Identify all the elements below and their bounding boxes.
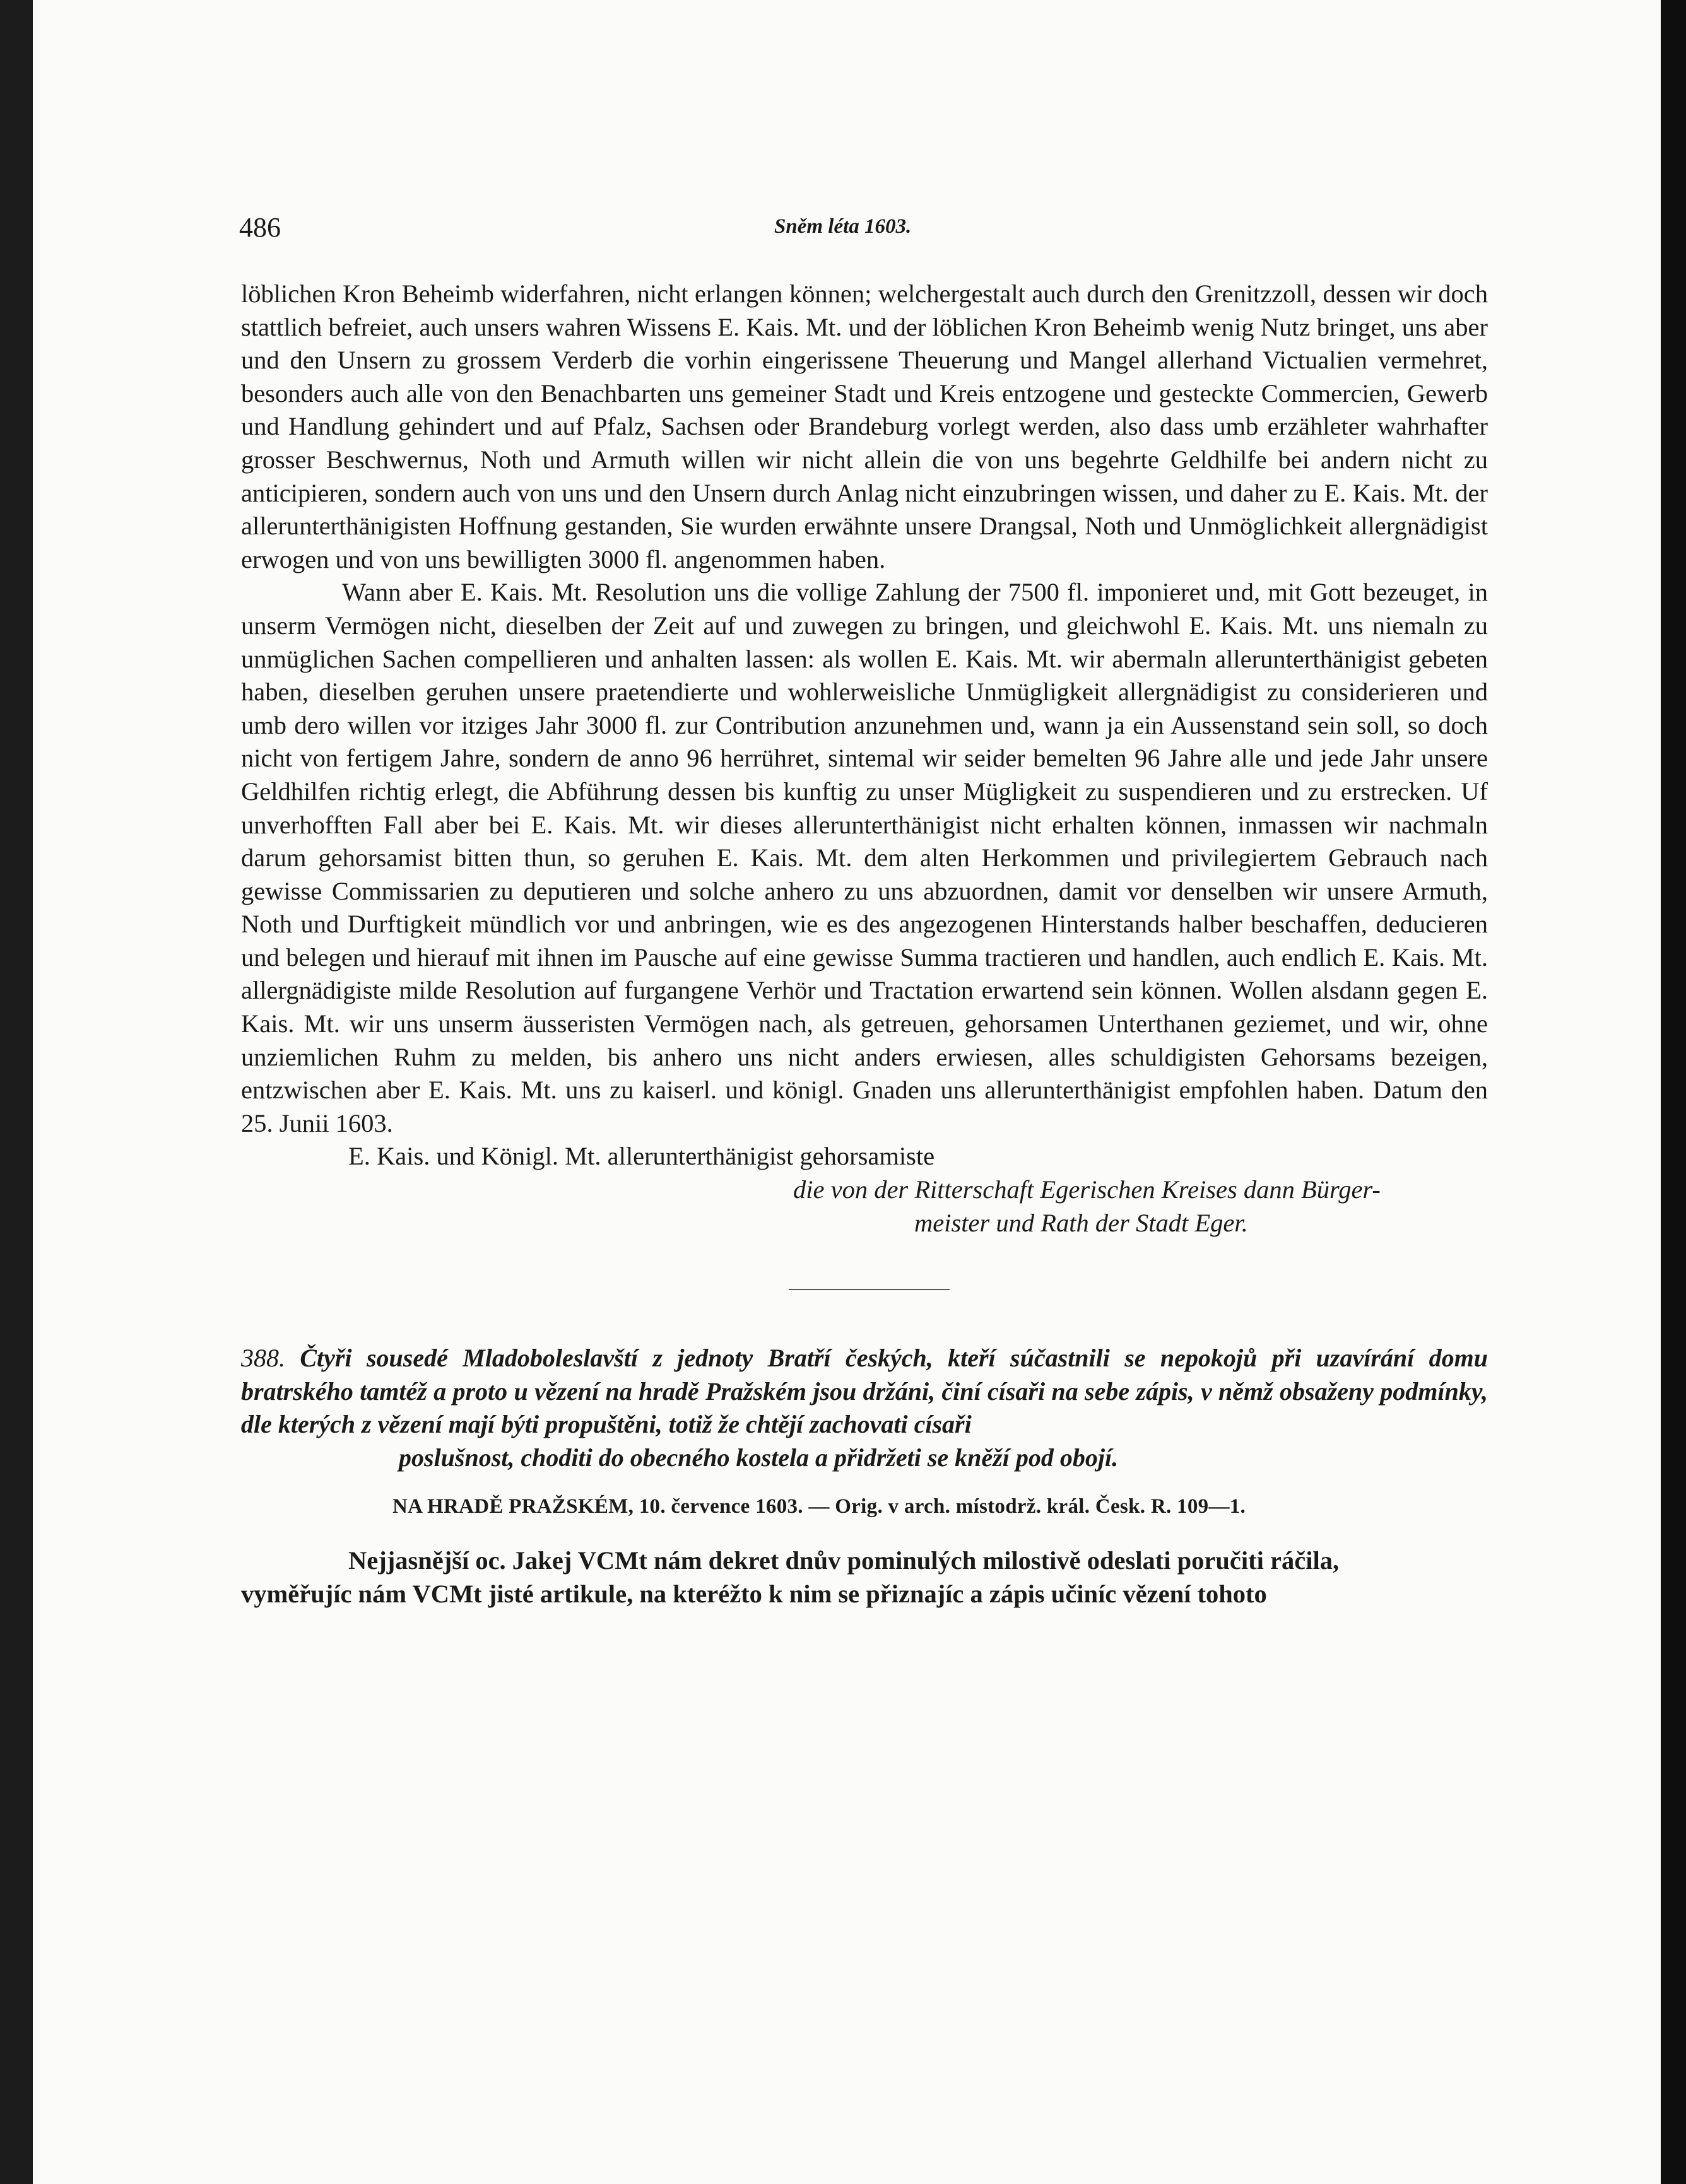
regest-last-line: poslušnost, choditi do obecného kostela a přidržeti se kněží pod obojí.: [399, 1443, 1119, 1472]
page: [33, 0, 1661, 2184]
page-number: 486: [239, 212, 281, 243]
letter-line-1: Nejjasnější oc. Jakej VCMt nám dekret dnův pominulých milostivě odeslati poručiti ráčila,: [348, 1546, 1340, 1575]
document-regest: [241, 1342, 1488, 1474]
closing-formula: E. Kais. und Königl. Mt. allerunterthänigist gehorsamiste: [348, 1142, 935, 1171]
signature-line-1: die von der Ritterschaft Egerischen Kreises dann Bürger-: [793, 1175, 1381, 1204]
letter-text: [241, 1544, 1488, 1611]
page-body: [241, 278, 1488, 1611]
source-line: NA HRADĚ PRAŽSKÉM, 10. července 1603. — Orig. v arch. místodrž. král. Česk. R. 109—1.: [392, 1494, 1246, 1518]
regest-text: Čtyři sousedé Mladoboleslavští z jednoty Bratří českých, kteří súčastnili se nepokojů při uzavírání domu bratrského tamtéž a proto u vězení na hradě Pražském jsou držáni, činí císaři na sebe zápis, v němž obsaženy podmínky, dle kterých z vězení mají býti propuštěni, totiž že chtějí zachovati císaři: [241, 1344, 1488, 1439]
signature-line-2: meister und Rath der Stadt Eger.: [914, 1208, 1248, 1237]
letter-line-2: vyměřujíc nám VCMt jisté artikule, na kteréžto k nim se přiznajíc a zápis učiníc vězení tohoto: [241, 1579, 1267, 1608]
main-paragraph: löblichen Kron Beheimb widerfahren, nicht erlangen können; welchergestalt auch durch den Grenitzzoll, dessen wir doch stattlich befreiet, auch unsers wahren Wissens E. Kais. Mt. und der löblichen Kron Beheimb wenig Nutz bringet, uns aber und den Unsern zu grossem Verderb die vorhin eingerissene Theuerung und Mangel allerhand Victualien vermehret, besonders auch alle von den Benachbarten uns gemeiner Stadt und Kreis entzogene und gesteckte Commercien, Gewerb und Handlung gehindert und auf Pfalz, Sachsen oder Brandeburg vorlegt werden, also dass umb erzähleter wahrhafter grosser Beschwernus, Noth und Armuth willen wir nicht allein die von uns begehrte Geldhilfe bei andern nicht zu anticipieren, sondern auch von uns und den Unsern durch Anlag nicht einzubringen wissen, und daher zu E. Kais. Mt. der allerunterthänigisten Hoffnung gestanden, Sie wurden erwähnte unsere Drangsal, Noth und Unmöglichkeit allergnädigist erwogen und von uns bewilligten 3000 fl. angenommen haben.: [241, 279, 1488, 573]
running-title: Sněm léta 1603.: [774, 215, 912, 238]
document-number: 388.: [241, 1344, 285, 1373]
second-paragraph: Wann aber E. Kais. Mt. Resolution uns die vollige Zahlung der 7500 fl. imponieret und, mit Gott bezeuget, in unserm Vermögen nicht, dieselben der Zeit auf und zuwegen zu bringen, und gleichwohl E. Kais. Mt. uns niemaln zu unmüglichen Sachen compellieren und anhalten lassen: als wollen E. Kais. Mt. wir abermaln allerunterthänigist gebeten haben, dieselben geruhen unsere praetendierte und wohlerweisliche Unmügligkeit allergnädigist zu considerieren und umb dero willen vor itziges Jahr 3000 fl. zur Contribution anzunehmen und, wann ja ein Aussenstand sein soll, so doch nicht von fertigem Jahre, sondern de anno 96 herrühret, sintemal wir seider bemelten 96 Jahre alle und jede Jahr unsere Geldhilfen richtig erlegt, die Abführung dessen bis kunftig zu unser Mügligkeit zu suspendieren und zu erstrecken. Uf unverhofften Fall aber bei E. Kais. Mt. wir dieses allerunterthänigist nicht erhalten können, inmassen wir nachmaln darum gehorsamist bitten thun, so geruhen E. Kais. Mt. dem alten Herkommen und privilegiertem Gebrauch nach gewisse Commissarien zu deputieren und solche anhero zu uns abzuordnen, damit vor denselben wir unsere Armuth, Noth und Durftigkeit mündlich vor und anbringen, wie es des angezogenen Hinterstands halber beschaffen, deducieren und belegen und hierauf mit ihnen im Pausche auf eine gewisse Summa tractieren und handlen, auch endlich E. Kais. Mt. allergnädigiste milde Resolution auf furgangene Verhör und Tractation erwartend sein können. Wollen alsdann gegen E. Kais. Mt. wir uns unserm äusseristen Vermögen nach, als getreuen, gehorsamen Unterthanen geziemet, und wir, ohne unziemlichen Ruhm zu melden, bis anhero uns nicht anders erwiesen, alles schuldigisten Gehorsams bezeigen, entzwischen aber E. Kais. Mt. uns zu kaiserl. und königl. Gnaden uns allerunterthänigist empfohlen haben. Datum den 25. Junii 1603.: [241, 578, 1488, 1137]
section-divider: [789, 1289, 950, 1290]
page-header: [33, 211, 1661, 249]
scan-edge: [1661, 0, 1686, 2184]
